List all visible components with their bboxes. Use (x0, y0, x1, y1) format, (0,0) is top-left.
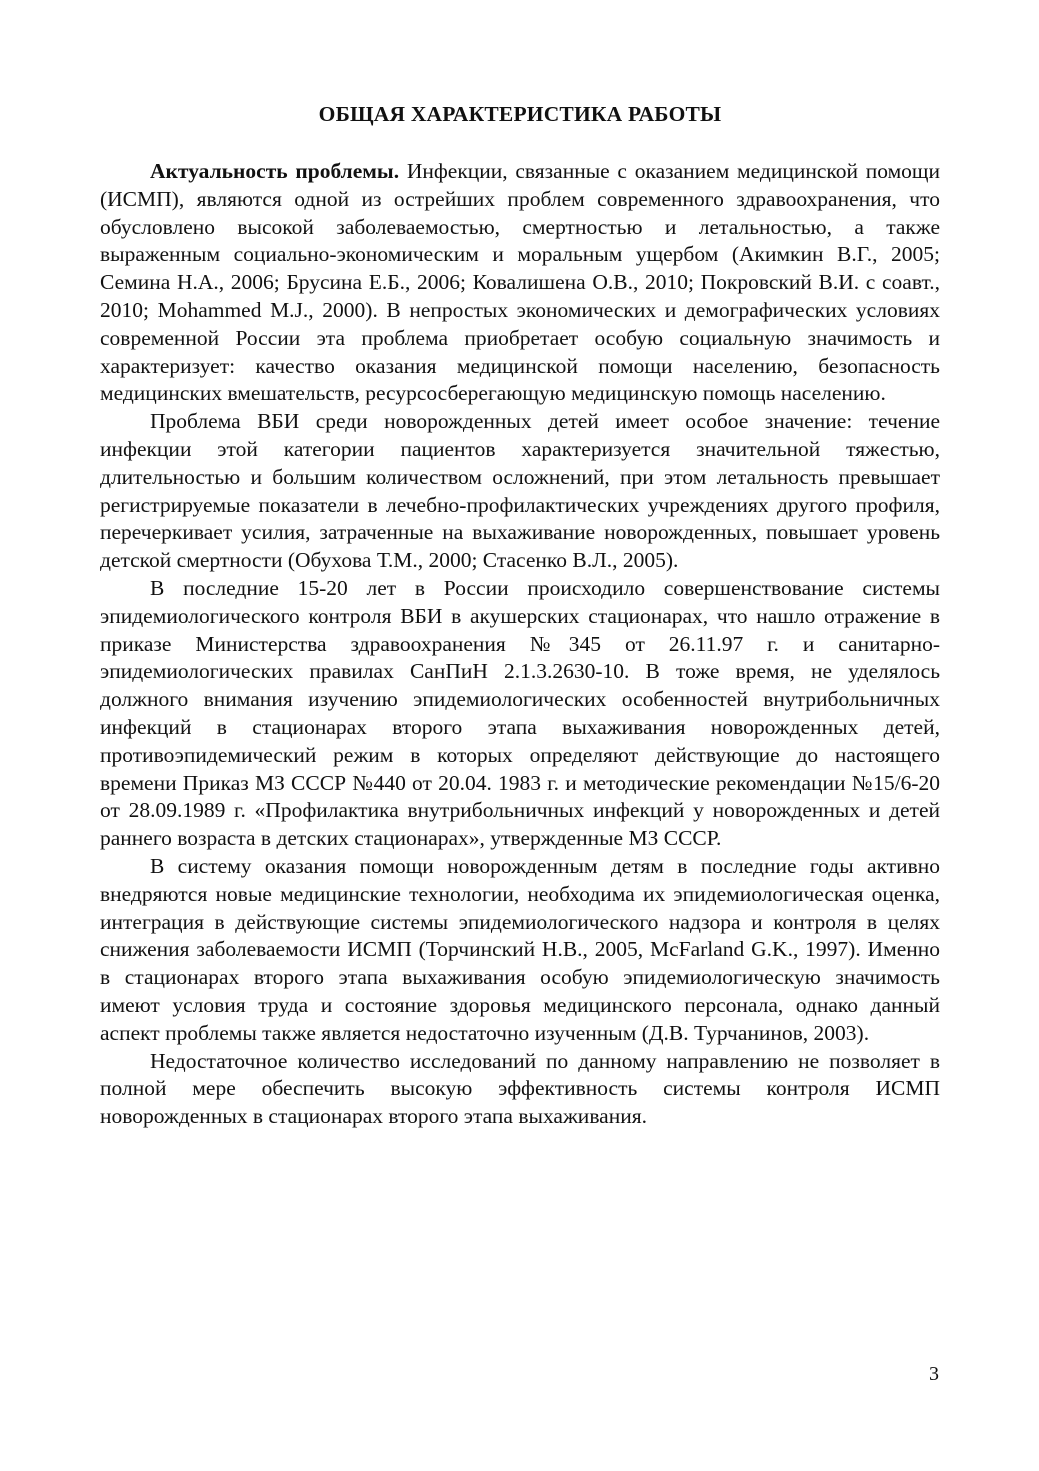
paragraph-text: Недостаточное количество исследований по данному направлению не позволяет в полной мере обеспечить высокую эффективность системы контроля ИСМП новорожденных в стационарах второго этапа выхаживания. (100, 1048, 940, 1129)
paragraph-lead: Актуальность проблемы. (150, 159, 400, 183)
paragraph-relevance (100, 158, 940, 408)
paragraph-new-technologies (100, 853, 940, 1048)
paragraph-control-system (100, 575, 940, 853)
body-text (100, 158, 940, 1131)
paragraph-text: Проблема ВБИ среди новорожденных детей имеет особое значение: течение инфекции этой категории пациентов характеризуется значительной тяжестью, длительностью и большим количеством осложнений, при этом летальность превышает регистрируемые показатели в лечебно-профилактических учреждениях другого профиля, перечеркивает усилия, затраченные на выхаживание новорожденных, повышает уровень детской смертности (Обухова Т.М., 2000; Стасенко В.Л., 2005). (100, 409, 940, 573)
section-title: ОБЩАЯ ХАРАКТЕРИСТИКА РАБОТЫ (318, 102, 722, 126)
paragraph-text: В последние 15-20 лет в России происходило совершенствование системы эпидемиологического контроля ВБИ в акушерских стационарах, что нашло отражение в приказе Министерства здравоохранения №345 от 26.11.97 г. и санитарно-эпидемиологических правилах СанПиН 2.1.3.2630-10. В тоже время, не уделялось должного внимания изучению эпидемиологических особенностей внутрибольничных инфекций в стационарах второго этапа выхаживания новорожденных детей, противоэпидемический режим в которых определяют действующие до настоящего времени Приказ МЗ СССР №440 от 20.04. 1983 г. и методические рекомендации №15/6-20 от 28.09.1989 г. «Профилактика внутрибольничных инфекций у новорожденных и детей раннего возраста в детских стационарах», утвержденные МЗ СССР. (100, 575, 940, 851)
paragraph-insufficient-research (100, 1048, 940, 1131)
paragraph-text: В систему оказания помощи новорожденным детям в последние годы активно внедряются новые медицинские технологии, необходима их эпидемиологическая оценка, интеграция в действующие системы эпидемиологического надзора и контроля в целях снижения заболеваемости ИСМП (Торчинский Н.В., 2005, McFarland G.K., 1997). Именно в стационарах второго этапа выхаживания особую эпидемиологическую значимость имеют условия труда и состояние здоровья медицинского персонала, однако данный аспект проблемы также является недостаточно изученным (Д.В. Турчанинов, 2003). (100, 853, 940, 1045)
paragraph-newborn-problem (100, 408, 940, 575)
page-number: 3 (929, 1363, 939, 1385)
paragraph-text: Инфекции, связанные с оказанием медицинской помощи (ИСМП), являются одной из острейших проблем современного здравоохранения, что обусловлено высокой заболеваемостью, смертностью и летальностью, а также выраженным социально-экономическим и моральным ущербом (Акимкин В.Г., 2005; Семина Н.А., 2006; Брусина Е.Б., 2006; Ковалишена О.В., 2010; Покровский В.И. с соавт., 2010; Mohammed M.J., 2000). В непростых экономических и демографических условиях современной России эта проблема приобретает особую социальную значимость и характеризует: качество оказания медицинской помощи населению, безопасность медицинских вмешательств, ресурсосберегающую медицинскую помощь населению. (100, 159, 940, 406)
